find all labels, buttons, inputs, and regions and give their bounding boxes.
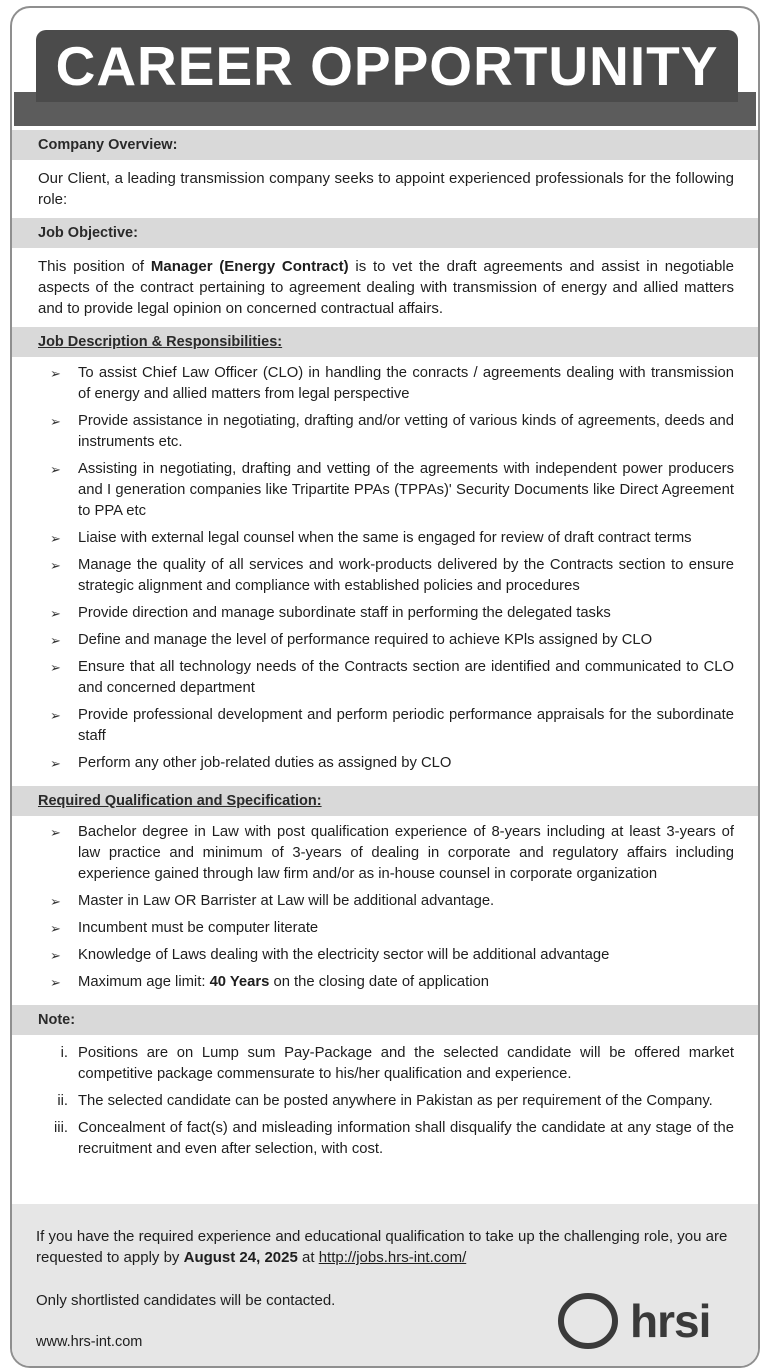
list-item — [38, 363, 734, 405]
shortlisted-note: Only shortlisted candidates will be contacted. — [36, 1292, 336, 1309]
age-limit-value: 40 Years — [209, 974, 270, 990]
arrow-bullet-icon: ➢ — [50, 825, 61, 840]
list-item-text: Knowledge of Laws dealing with the electricity sector will be additional advantage — [78, 947, 610, 963]
note-item — [38, 1091, 734, 1112]
ad-frame — [10, 6, 760, 1368]
website-text: www.hrs-int.com — [36, 1334, 143, 1350]
position-title: Manager (Energy Contract) — [150, 258, 349, 275]
age-limit-after: on the closing date of application — [269, 974, 490, 990]
responsibilities-heading-label: Job Description & Responsibilities: — [38, 334, 283, 350]
arrow-bullet-icon: ➢ — [50, 633, 61, 648]
banner-title: CAREER OPPORTUNITY — [55, 35, 719, 97]
note-number: iii. — [54, 1120, 68, 1136]
list-item — [38, 411, 734, 453]
responsibilities-list — [12, 357, 758, 786]
company-overview-heading: Company Overview: — [12, 130, 758, 160]
note-text: Positions are on Lump sum Pay-Package and the selected candidate will be offered market competitive package commensurate to his/her qualification and experience. — [78, 1045, 734, 1082]
arrow-bullet-icon: ➢ — [50, 558, 61, 573]
note-number: ii. — [57, 1093, 68, 1109]
list-item — [38, 555, 734, 597]
apply-text: If you have the required experience and educational qualification to take up the challenging role, you are requested to apply by — [36, 1228, 728, 1266]
arrow-bullet-icon: ➢ — [50, 366, 61, 381]
hrsi-logo — [558, 1292, 738, 1354]
job-objective-heading: Job Objective: — [12, 218, 758, 248]
list-item — [38, 657, 734, 699]
arrow-bullet-icon: ➢ — [50, 660, 61, 675]
note-heading: Note: — [12, 1005, 758, 1035]
objective-text-after: is to vet the draft agreements and assist in negotiable aspects of the contract pertaining to agreement dealing with transmission of energy and allied matters and to provide legal opinion on concerned contractual affairs. — [38, 258, 734, 317]
apply-deadline: August 24, 2025 — [183, 1249, 298, 1266]
arrow-bullet-icon: ➢ — [50, 606, 61, 621]
job-objective-text — [12, 248, 758, 327]
list-item — [38, 945, 734, 966]
logo-wordmark: hrsi — [630, 1295, 711, 1347]
list-item-text: Provide professional development and perform periodic performance appraisals for the subordinate staff — [78, 707, 734, 744]
apply-instructions — [36, 1226, 736, 1268]
list-item-text: Liaise with external legal counsel when the same is engaged for review of draft contract terms — [78, 530, 692, 546]
list-item-text: Define and manage the level of performance required to achieve KPls assigned by CLO — [78, 632, 653, 648]
arrow-bullet-icon: ➢ — [50, 756, 61, 771]
content — [12, 130, 758, 1174]
list-item-text: Incumbent must be computer literate — [78, 920, 319, 936]
logo-ring-icon — [558, 1292, 618, 1350]
qualification-list — [12, 816, 758, 1005]
objective-text-before: This position of — [38, 258, 151, 275]
qualification-heading — [12, 786, 758, 816]
list-item — [38, 603, 734, 624]
arrow-bullet-icon: ➢ — [50, 531, 61, 546]
list-item — [38, 891, 734, 912]
arrow-bullet-icon: ➢ — [50, 462, 61, 477]
qualification-heading-label: Required Qualification and Specification: — [38, 793, 322, 809]
list-item — [38, 705, 734, 747]
list-item-text: Assisting in negotiating, drafting and vetting of the agreements with independent power producers and I generation companies like Tripartite PPAs (TPPAs)' Security Documents like Direct Agreement to PPA etc — [78, 461, 734, 519]
arrow-bullet-icon: ➢ — [50, 975, 61, 990]
list-item-text: Perform any other job-related duties as assigned by CLO — [78, 755, 452, 771]
company-overview-text: Our Client, a leading transmission company seeks to appoint experienced professionals for the following role: — [38, 170, 734, 208]
note-item — [38, 1043, 734, 1085]
list-item — [38, 630, 734, 651]
list-item — [38, 822, 734, 885]
apply-link[interactable]: http://jobs.hrs-int.com/ — [318, 1249, 467, 1266]
age-limit-before: Maximum age limit: — [78, 974, 210, 990]
list-item-text: Ensure that all technology needs of the Contracts section are identified and communicated to CLO and concerned department — [78, 659, 734, 696]
list-item-text: Manage the quality of all services and work-products delivered by the Contracts section to ensure strategic alignment and compliance with established policies and procedures — [78, 557, 734, 594]
apply-at: at — [297, 1249, 319, 1266]
list-item-text: Provide direction and manage subordinate staff in performing the delegated tasks — [78, 605, 611, 621]
responsibilities-heading — [12, 327, 758, 357]
list-item-text: Master in Law OR Barrister at Law will be additional advantage. — [78, 893, 495, 909]
note-number: i. — [60, 1045, 68, 1061]
list-item — [38, 528, 734, 549]
arrow-bullet-icon: ➢ — [50, 894, 61, 909]
arrow-bullet-icon: ➢ — [50, 708, 61, 723]
list-item-text: To assist Chief Law Officer (CLO) in handling the conracts / agreements dealing with transmission of energy and allied matters from legal perspective — [78, 365, 734, 402]
list-item — [38, 459, 734, 522]
arrow-bullet-icon: ➢ — [50, 921, 61, 936]
list-item — [38, 918, 734, 939]
arrow-bullet-icon: ➢ — [50, 948, 61, 963]
list-item-text: Bachelor degree in Law with post qualification experience of 8-years including at least 3-years of law practice and minimum of 3-years of dealing in corporate and regulatory affairs including experience gained through law firm and/or as in-house counsel in corporate organization — [78, 824, 734, 882]
note-text: Concealment of fact(s) and misleading information shall disqualify the candidate at any stage of the recruitment and even after selection, with cost. — [78, 1120, 734, 1157]
note-text: The selected candidate can be posted anywhere in Pakistan as per requirement of the Company. — [78, 1093, 713, 1109]
list-item — [38, 753, 734, 774]
list-item-text: Provide assistance in negotiating, drafting and/or vetting of various kinds of agreements, deeds and instruments etc. — [78, 413, 734, 450]
note-item — [38, 1118, 734, 1160]
arrow-bullet-icon: ➢ — [50, 414, 61, 429]
note-list — [12, 1035, 758, 1174]
list-item — [38, 972, 734, 993]
